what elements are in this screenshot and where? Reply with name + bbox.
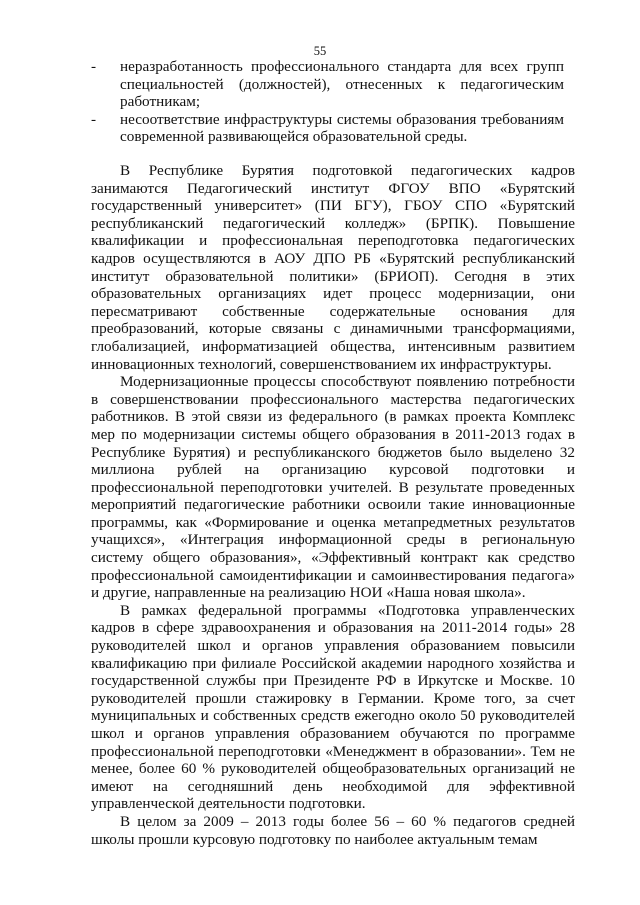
paragraph: Модернизационные процессы способствуют появлению потребности в совершенствовании профессионального мастерства педагогических работников. В этой связи из федерального (в рамках проекта Комплекс мер по модернизации системы общего образования в 2011-2013 годах в Республике Бурятия) и республиканского бюджетов было выделено 32 миллиона рублей на организацию курсовой подготовки и профессиональной переподготовки учителей. В результате проведенных мероприятий педагогические работники освоили такие инновационные программы, как «Формирование и оценка метапредметных результатов учащихся», «Интеграция информационной среды в региональную систему общего образования», «Эффективный контракт как средство профессиональной самоидентификации и самоинвестирования педагога» и другие, направленные на реализацию НОИ «Наша новая школа». bbox=[91, 373, 575, 602]
body-text bbox=[91, 162, 575, 848]
paragraph: В Республике Бурятия подготовкой педагогических кадров занимаются Педагогический институт ФГОУ ВПО «Бурятский государственный университет» (ПИ БГУ), ГБОУ СПО «Бурятский республиканский педагогический колледж» (БРПК). Повышение квалификации и профессиональная переподготовка педагогических кадров осуществляются в АОУ ДПО РБ «Бурятский республиканский институт образовательной политики» (БРИОП). Сегодня в этих образовательных организациях идет процесс модернизации, они пересматривают собственные содержательные основания для преобразований, которые связаны с динамичными трансформациями, глобализацией, информатизацией общества, интенсивным развитием инновационных технологий, совершенствованием их инфраструктуры. bbox=[91, 162, 575, 373]
bullet-item: - неразработанность профессионального стандарта для всех групп специальностей (должностей), отнесенных к педагогическим работникам; bbox=[91, 58, 564, 111]
bullet-list bbox=[91, 58, 564, 146]
paragraph: В целом за 2009 – 2013 годы более 56 – 60 % педагогов средней школы прошли курсовую подготовку по наиболее актуальным темам bbox=[91, 812, 575, 848]
bullet-item: - несоответствие инфраструктуры системы образования требованиям современной развивающейся образовательной среды. bbox=[91, 111, 564, 146]
page-number: 55 bbox=[313, 44, 327, 58]
paragraph: В рамках федеральной программы «Подготовка управленческих кадров в сфере здравоохранения и образования на 2011-2014 годы» 28 руководителей школ и органов управления образованием повысили квалификацию при филиале Российской академии народного хозяйства и государственной службы при Президенте РФ в Иркутске и Москве. 10 руководителей прошли стажировку в Германии. Кроме того, за счет муниципальных и собственных средств ежегодно около 50 руководителей школ и органов управления образованием обучаются по программе профессиональной переподготовки «Менеджмент в образовании». Тем не менее, более 60 % руководителей общеобразовательных организаций не имеют на сегодняшний день необходимой для эффективной управленческой деятельности подготовки. bbox=[91, 601, 575, 813]
